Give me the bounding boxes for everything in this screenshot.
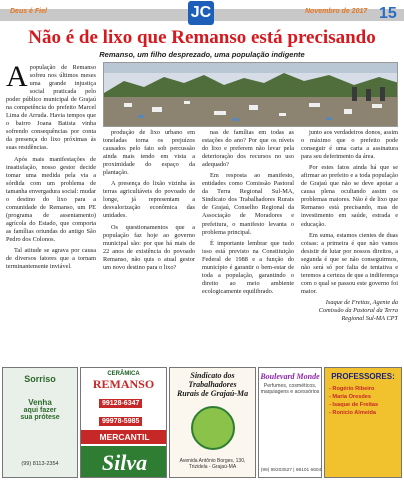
paragraph: Em suma, estamos cientes de duas coisas: a primeira é que não vamos desistir de lutar por nossos direitos, a segunda é que se não conseguirmos, não será só por falta de tentativa e teremos a certeza de que a indiferença com o qual se passou este governo foi maior. bbox=[301, 231, 398, 295]
paragraph: Por estes fatos ainda há que se afirmar ao prefeito e a toda população de Grajaú que não se deve apoiar a causa plena ocultando assim os problemas maiores. Não é de lixo que Remanso está precisando, mas de investimento em saúde, estrada e educação. bbox=[301, 164, 398, 228]
paragraph: Os questionamentos que a população faz hoje ao governo municipal são: por que há mais de 22 anos de existência do povoado Remanso, não quis o atual gestor um novo destino para o lixo? bbox=[103, 223, 195, 271]
article-subhead: Remanso, um filho desprezado, uma população indigente bbox=[99, 50, 305, 59]
header-motto: Deus é Fiel bbox=[10, 8, 47, 15]
ad-brand: Sorriso bbox=[24, 374, 56, 384]
ad-brand: REMANSO bbox=[92, 377, 155, 391]
ad-mercantil-banner: MERCANTIL bbox=[81, 430, 167, 444]
professor-list bbox=[329, 385, 401, 417]
paragraph: Após mais manifestações de insatisfação, nosso gestor decide tomar uma medida pela via a sórdida com um problema de tamanha envergadura social: mudar o destino do lixo para a comunidade de Remanso, um PE (programa de assentamento) agrícola do Estado, que comporta as famílias oriundas do antigo São Pedro dos Colonos. bbox=[6, 155, 96, 243]
ad-address: Avenida Antônio Borges, 130, Trizidela - Grajaú-MA bbox=[179, 458, 246, 470]
list-item: - Maria Oresdes bbox=[329, 394, 371, 400]
ad-text: Perfumes, cosméticos, maquiagens e acessórios bbox=[260, 383, 320, 395]
ad-label: CERÂMICA bbox=[107, 371, 140, 377]
ad-text: sua prótese bbox=[20, 414, 60, 421]
article-column-4 bbox=[301, 129, 398, 364]
ad-phone: (99) 8113-2354 bbox=[21, 461, 59, 467]
paragraph: produção de lixo urbano em toneladas torna os prejuízos causados pelo fato sob percussão ainda mais tendo em vista a proximidade do espaço da plantação. bbox=[103, 129, 195, 177]
ad-sindicato bbox=[169, 367, 256, 478]
article-column-2 bbox=[103, 129, 195, 364]
ad-text: aqui fazer bbox=[23, 407, 57, 414]
header-date: Novembro de 2017 bbox=[305, 8, 368, 15]
landfill-photo-icon bbox=[104, 63, 398, 127]
article-column-3 bbox=[202, 129, 294, 364]
ad-boulevard-monde bbox=[258, 367, 322, 478]
paragraph: É importante lembrar que tudo isso está previsto na Constituição Federal de 1988 e a função do município é garantir o bem-estar de toda a população, garantindo o direito ao meio ambiente ecologicamente equilibrado. bbox=[202, 239, 294, 295]
page-header bbox=[0, 0, 404, 26]
list-item: - Isaque de Freitas bbox=[329, 402, 379, 408]
newspaper-logo: JC bbox=[188, 1, 214, 25]
article-headline: Não é de lixo que Remanso está precisando bbox=[28, 27, 376, 48]
drop-cap: A bbox=[6, 64, 28, 93]
ad-brand: Boulevard Monde bbox=[260, 372, 320, 381]
ad-professores bbox=[324, 367, 402, 478]
ad-title: PROFESSORES: bbox=[331, 372, 395, 381]
list-item: - Ronicio Almeida bbox=[329, 410, 377, 416]
paragraph: Tal atitude se agrava por causa de diversos fatores que a tornam terminantemente inviável. bbox=[6, 247, 96, 271]
ad-phone: 99978-5985 bbox=[99, 417, 142, 426]
ad-text: Venha bbox=[28, 398, 52, 407]
ad-silva-banner: Silva bbox=[81, 446, 167, 478]
ad-ceramica-remanso bbox=[80, 367, 167, 478]
article-column-1 bbox=[6, 64, 96, 364]
ads-row bbox=[0, 367, 404, 480]
ad-sorriso bbox=[2, 367, 78, 478]
sindicato-emblem-icon bbox=[191, 406, 235, 450]
paragraph: A presença do lixão vizinha às terras agricultáveis do povoado de longe, já representam a desvalorização econômica das unidades. bbox=[103, 180, 195, 220]
paragraph: Apopulação de Remanso sofreu nos últimos meses uma grande injustiça social praticada pelo poder público municipal de Grajaú na competência do prefeito Marcel Lima de Arruda. Havia tempos que o bairro Joana Batista vinha sofrendo consequências por conta da presença do lixo próximas às suas residências. bbox=[6, 64, 96, 152]
paragraph: junto aos verdadeiros donos, assim o máximo que o prefeito pode conseguir é uma carta a assinatura para seu deferimento da área. bbox=[301, 129, 398, 161]
ad-phone: 99128-6347 bbox=[99, 399, 142, 408]
ad-phone: (99) 99203527 | 98101 6604 bbox=[260, 468, 322, 473]
page-number: 15 bbox=[379, 5, 397, 22]
paragraph: Em resposta ao manifesto, entidades como Comissão Pastoral da Terra Regional Sul-MA, Sindicato dos Trabalhadores Rurais de Grajaú, Conselho Regional da Associação de Moradores e prefeitura, o manifesto levanta o problema principal. bbox=[202, 172, 294, 236]
ad-title-line: Sindicato dos bbox=[190, 371, 235, 380]
paragraph: nas de famílias em todas as estações do ano? Por que os níveis do lixo e preferem não levar pela deterioração dos recursos no uso adequado? bbox=[202, 129, 294, 169]
author-credit: Isaque de Freitas, Agente da Comissão da Pastoral da Terra Regional Sul-MA CPT bbox=[318, 298, 398, 323]
ad-title-line: Trabalhadores bbox=[188, 380, 237, 389]
list-item: - Rogério Ribeiro bbox=[329, 386, 375, 392]
article-photo bbox=[103, 62, 398, 127]
ad-title-line: Rurais de Grajaú-Ma bbox=[176, 389, 249, 398]
